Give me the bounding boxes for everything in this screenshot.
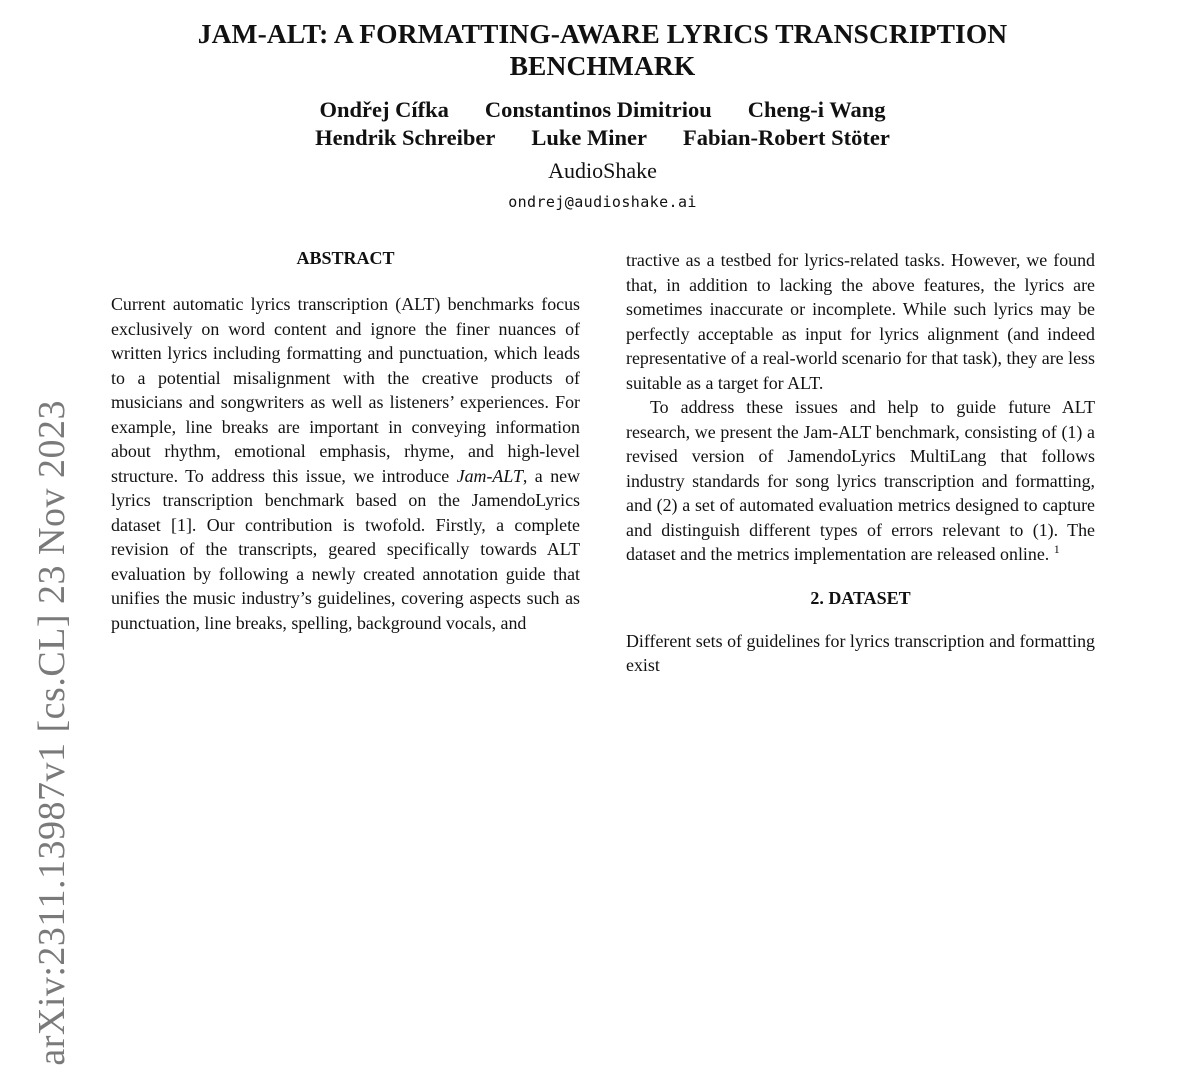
author-name: Cheng-i Wang xyxy=(747,97,886,122)
arxiv-side-stamp: arXiv:2311.13987v1 [cs.CL] 23 Nov 2023 xyxy=(31,400,73,1066)
body-paragraph-2-text: To address these issues and help to guide future ALT research, we present the Jam-ALT benchmark, consisting of (1) a revised version of JamendoLyrics MultiLang that follows industry standards for song lyrics transcription and formatting, and (2) a set of automated evaluation metrics designed to capture and distinguish different types of errors relevant to (1). The dataset and the metrics implementation are released online. xyxy=(626,397,1095,564)
author-email: ondrej@audioshake.ai xyxy=(508,193,697,211)
author-name: Fabian-Robert Stöter xyxy=(683,125,890,150)
abstract-column xyxy=(111,246,580,635)
body-paragraph-2 xyxy=(626,395,1095,567)
footnote-marker: 1 xyxy=(1053,542,1060,557)
author-name: Ondřej Cífka xyxy=(319,97,449,122)
abstract-text-end: , a new lyrics transcription benchmark based on the JamendoLyrics dataset [1]. Our contribution is twofold. Firstly, a complete revision of the transcripts, geared specifically towards ALT evaluation by following a newly created annotation guide that unifies the music industry’s guidelines, covering aspects such as punctuation, line breaks, spelling, background vocals, and xyxy=(111,465,580,633)
body-paragraph-3: Different sets of guidelines for lyrics transcription and formatting exist xyxy=(626,630,1095,675)
abstract-emphasis: Jam-ALT xyxy=(456,465,523,486)
author-name: Hendrik Schreiber xyxy=(315,125,496,150)
paper-title-line-2: BENCHMARK xyxy=(509,50,696,81)
dataset-section-heading: 2. DATASET xyxy=(810,587,911,608)
author-name: Luke Miner xyxy=(531,125,647,150)
body-paragraph-1: tractive as a testbed for lyrics-related tasks. However, we found that, in addition to lacking the above features, the lyrics are sometimes inaccurate or incomplete. While such lyrics may be perfectly acceptable as input for lyrics alignment (and indeed representative of a real-world scenario for that task), they are less suitable as a target for ALT. xyxy=(626,250,1095,393)
author-name: Constantinos Dimitriou xyxy=(484,97,712,122)
paper-title-line-1: JAM-ALT: A FORMATTING-AWARE LYRICS TRANSCRIPTION xyxy=(197,18,1008,49)
right-column xyxy=(626,248,1095,678)
abstract-text-start: Current automatic lyrics transcription (ALT) benchmarks focus exclusively on word content and ignore the finer nuances of written lyrics including formatting and punctuation, which leads to a potential misalignment with the creative products of musicians and songwriters as well as listeners’ experiences. For example, line breaks are important in conveying information about rhythm, emotional emphasis, rhyme, and high-level structure. To address this issue, we introduce xyxy=(111,294,580,486)
author-row-1 xyxy=(0,96,1200,124)
affiliation: AudioShake xyxy=(548,158,657,183)
abstract-paragraph xyxy=(111,292,580,635)
author-row-2 xyxy=(0,124,1200,152)
abstract-heading: ABSTRACT xyxy=(296,248,395,268)
paper-title xyxy=(0,18,1200,82)
